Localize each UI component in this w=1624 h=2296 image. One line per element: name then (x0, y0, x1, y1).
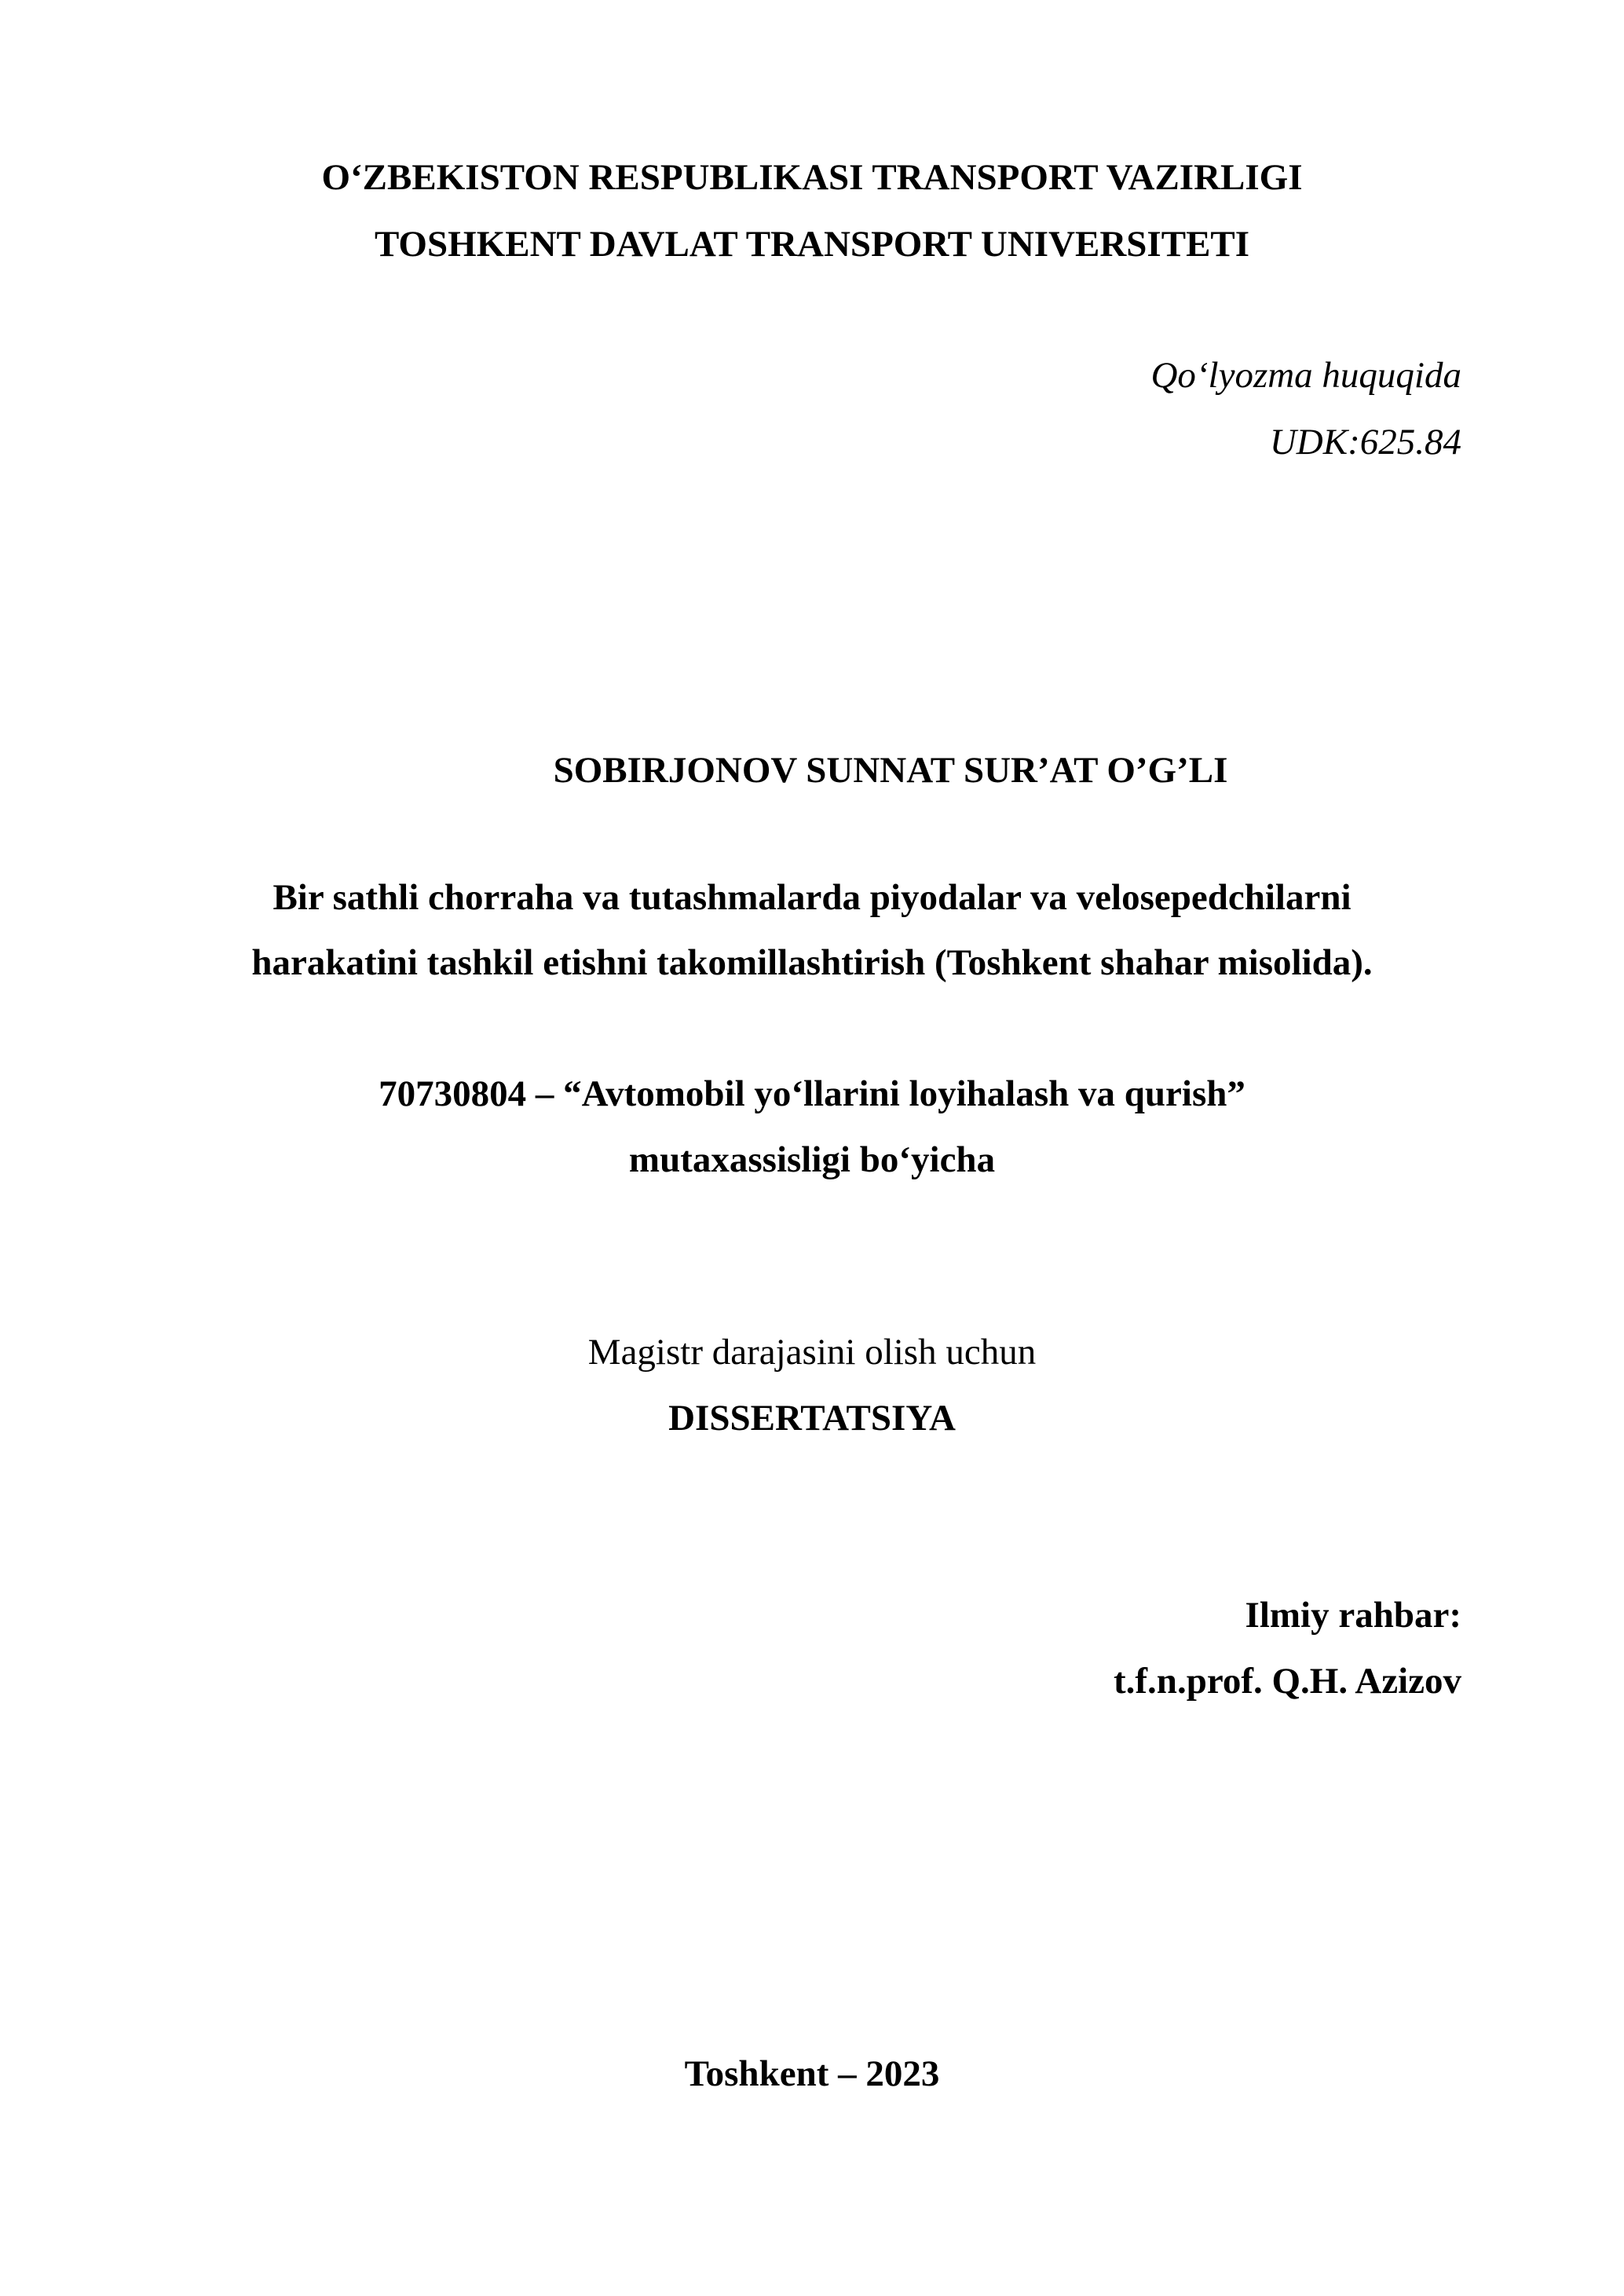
supervisor-name: t.f.n.prof. Q.H. Azizov (1114, 1661, 1461, 1702)
thesis-title-line-1: Bir sathli chorraha va tutashmalarda piyodalar va velosepedchilarni (272, 877, 1352, 918)
thesis-title-line-2: harakatini tashkil etishni takomillashtirish (Toshkent shahar misolida). (251, 942, 1373, 983)
manuscript-rights-note: Qo‘lyozma huquqida (1150, 355, 1461, 396)
supervisor-label: Ilmiy rahbar: (1245, 1595, 1461, 1636)
ministry-heading: O‘ZBEKISTON RESPUBLIKASI TRANSPORT VAZIRLIGI (321, 157, 1303, 198)
degree-purpose: Magistr darajasini olish uchun (587, 1332, 1037, 1373)
specialty-line-1: 70730804 – “Avtomobil yo‘llarini loyihalash va qurish” (379, 1073, 1245, 1114)
university-heading: TOSHKENT DAVLAT TRANSPORT UNIVERSITETI (374, 224, 1250, 265)
document-type: DISSERTATSIYA (668, 1398, 956, 1439)
author-name: SOBIRJONOV SUNNAT SUR’AT O’G’LI (553, 750, 1228, 791)
specialty-line-2: mutaxassisligi bo‘yicha (628, 1139, 996, 1180)
udk-code: UDK:625.84 (1269, 422, 1461, 462)
place-year: Toshkent – 2023 (684, 2053, 940, 2094)
